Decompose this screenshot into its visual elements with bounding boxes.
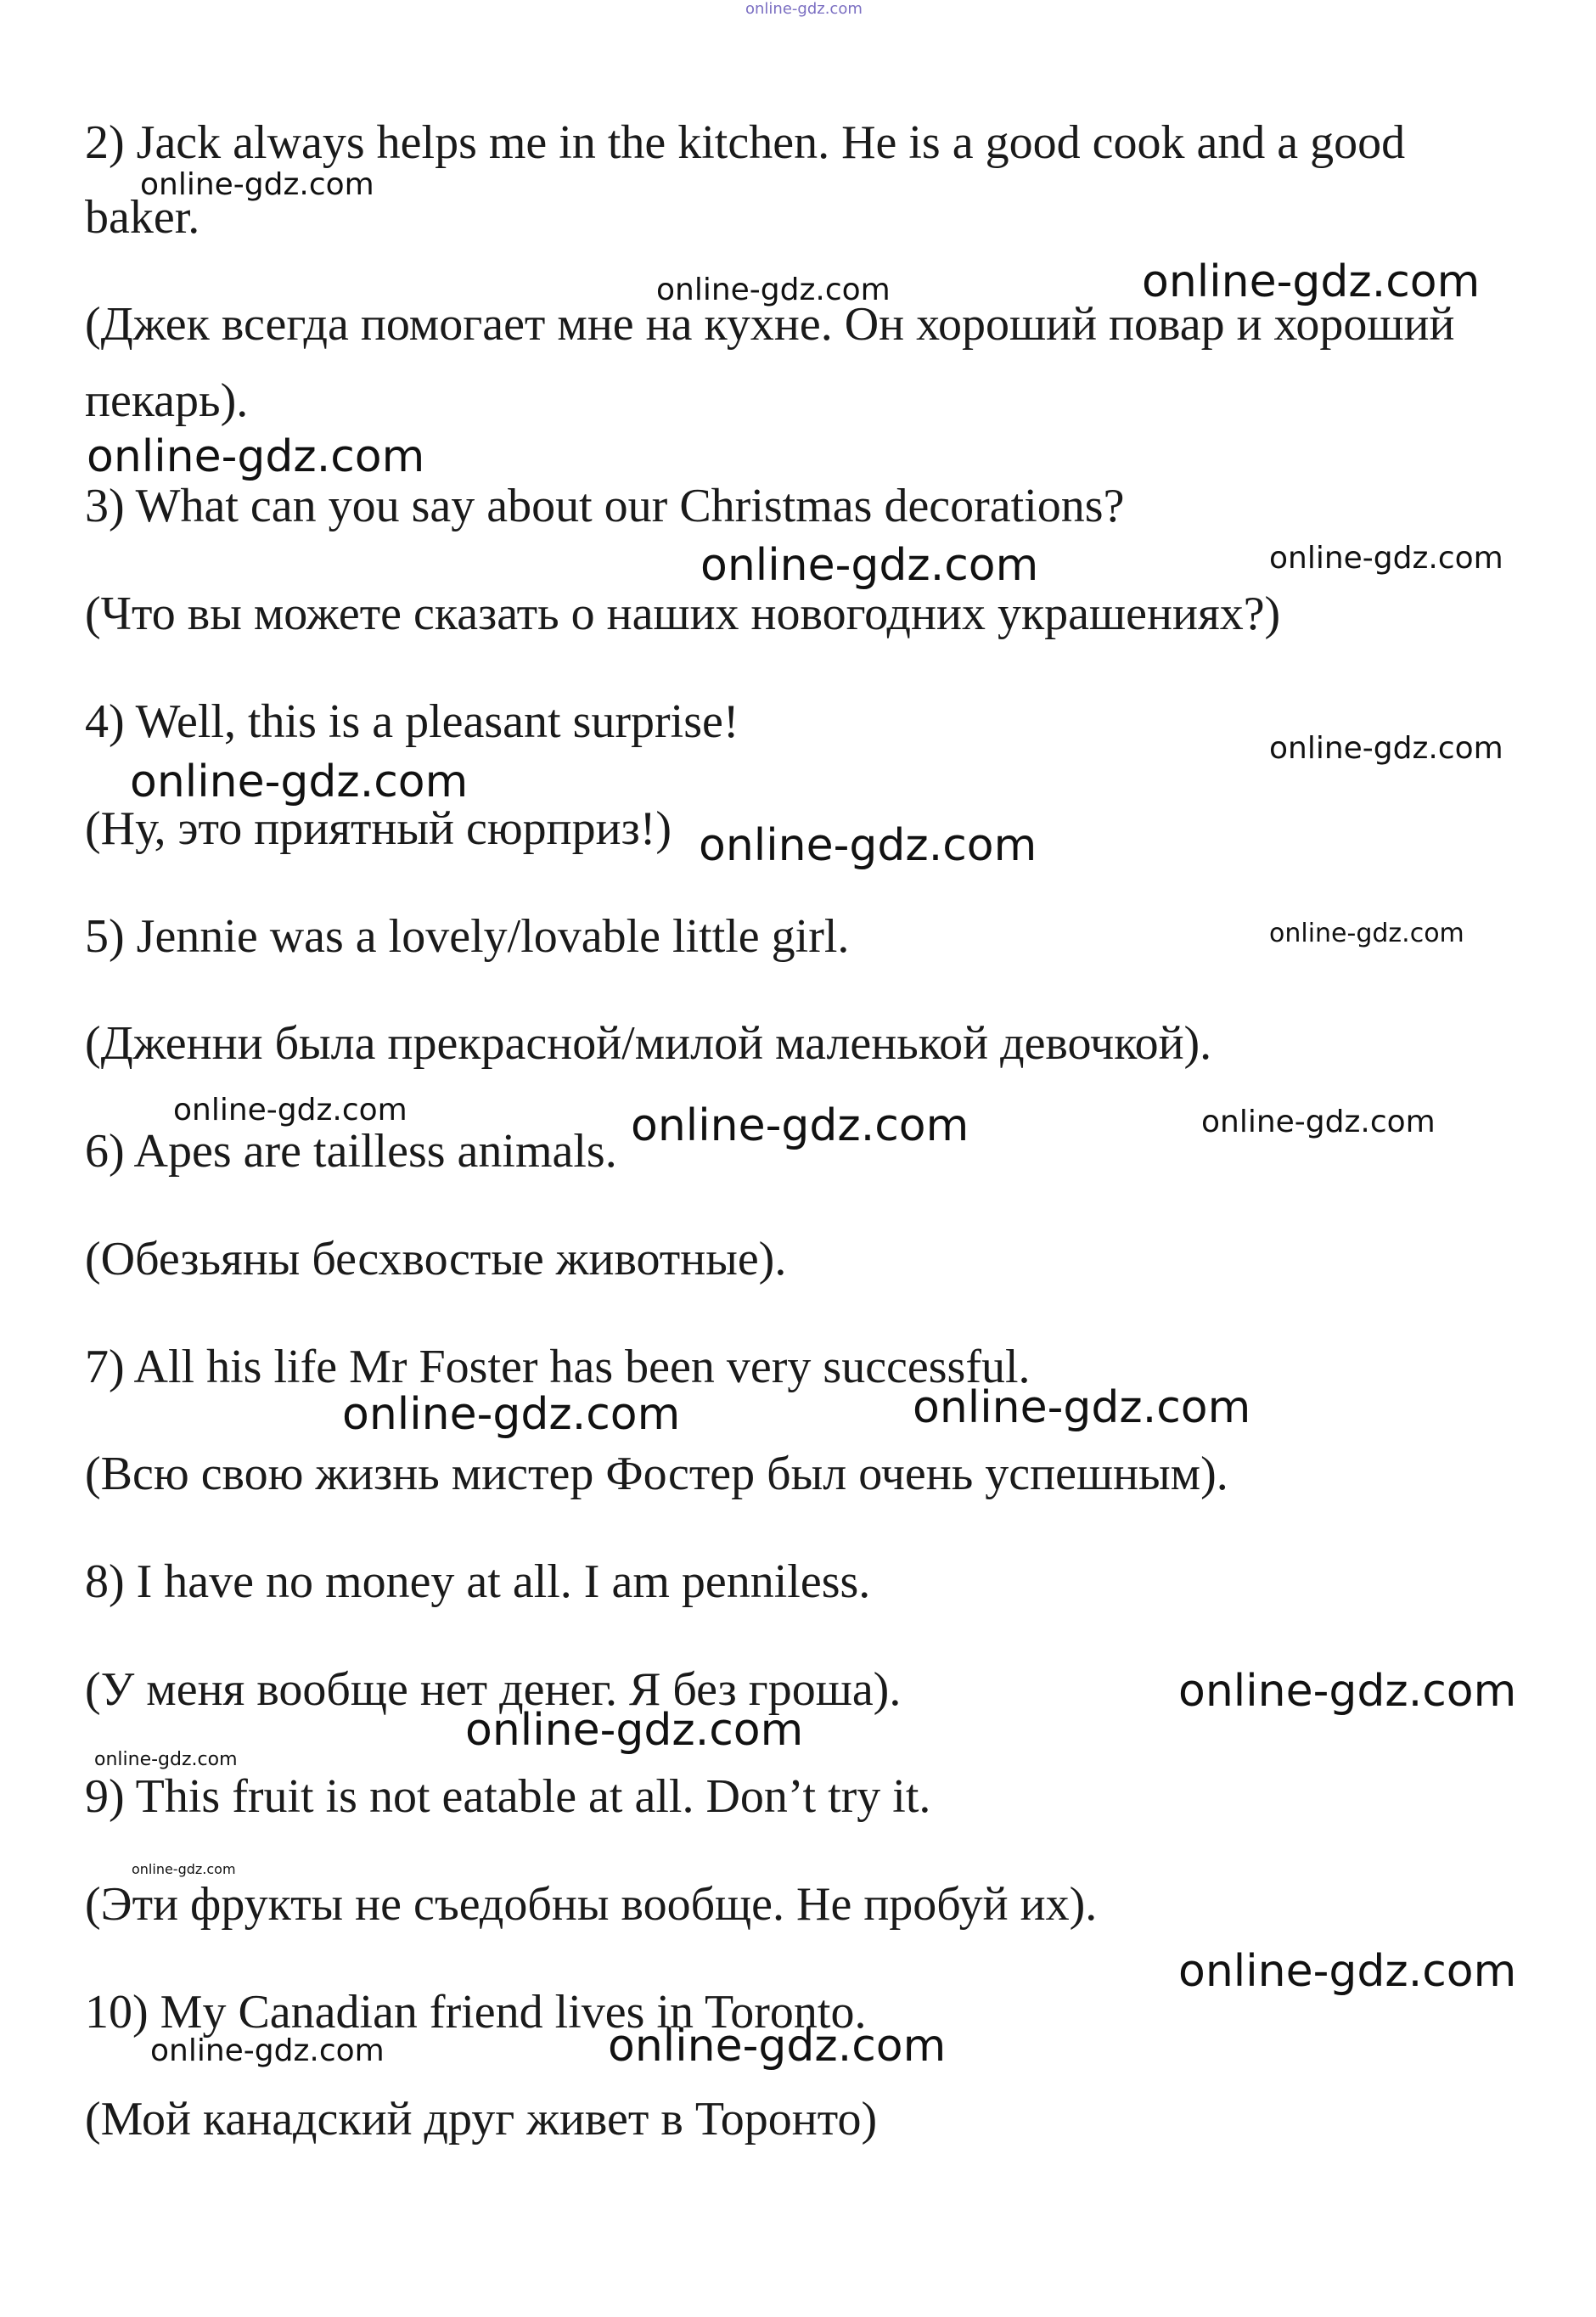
watermark: online-gdz.com (173, 1093, 407, 1128)
watermark: online-gdz.com (87, 431, 425, 482)
watermark: online-gdz.com (913, 1382, 1251, 1433)
sentence-4-russian: (Ну, это приятный сюрприз!) (85, 802, 672, 855)
watermark: online-gdz.com (699, 820, 1037, 871)
sentence-3-russian: (Что вы можете сказать о наших новогодних украшениях?) (85, 588, 1281, 640)
watermark: online-gdz.com (140, 167, 374, 202)
watermark: online-gdz.com (1142, 256, 1481, 307)
watermark: online-gdz.com (656, 273, 891, 307)
watermark: online-gdz.com (1269, 731, 1503, 766)
sentence-10-russian: (Мой канадский друг живет в Торонто) (85, 2093, 878, 2145)
watermark: online-gdz.com (342, 1389, 681, 1440)
sentence-6-russian: (Обезьяны бесхвостые животные). (85, 1233, 787, 1285)
top-watermark: online-gdz.com (745, 0, 863, 18)
watermark: online-gdz.com (132, 1861, 236, 1877)
sentence-7-russian: (Всю свою жизнь мистер Фостер был очень успешным). (85, 1448, 1228, 1500)
sentence-6-english: 6) Apes are tailless animals. (85, 1125, 617, 1178)
sentence-8-english: 8) I have no money at all. I am penniless. (85, 1555, 871, 1608)
sentence-2-english-line2: baker. (85, 191, 200, 244)
sentence-5-russian: (Дженни была прекрасной/милой маленькой девочкой). (85, 1017, 1212, 1070)
sentence-3-english: 3) What can you say about our Christmas decorations? (85, 480, 1125, 532)
watermark: online-gdz.com (1178, 1946, 1517, 1997)
sentence-2-russian-line2: пекарь). (85, 374, 249, 427)
sentence-5-english: 5) Jennie was a lovely/lovable little girl. (85, 910, 850, 963)
watermark: online-gdz.com (1178, 1666, 1517, 1717)
watermark: online-gdz.com (465, 1705, 804, 1756)
sentence-4-english: 4) Well, this is a pleasant surprise! (85, 695, 739, 748)
watermark: online-gdz.com (94, 1749, 238, 1770)
watermark: online-gdz.com (631, 1100, 969, 1151)
sentence-2-russian-line1: (Джек всегда помогает мне на кухне. Он хороший повар и хороший (85, 298, 1455, 351)
watermark: online-gdz.com (1269, 919, 1464, 948)
watermark: online-gdz.com (1201, 1105, 1436, 1139)
sentence-2-english-line1: 2) Jack always helps me in the kitchen. He is a good cook and a good (85, 116, 1406, 169)
sentence-9-russian: (Эти фрукты не съедобны вообще. Не пробуй их). (85, 1878, 1098, 1931)
sentence-10-english: 10) My Canadian friend lives in Toronto. (85, 1986, 867, 2039)
sentence-7-english: 7) All his life Mr Foster has been very successful. (85, 1341, 1031, 1393)
watermark: online-gdz.com (150, 2033, 385, 2068)
watermark: online-gdz.com (700, 540, 1039, 591)
watermark: online-gdz.com (608, 2021, 947, 2072)
sentence-8-russian: (У меня вообще нет денег. Я без гроша). (85, 1663, 902, 1716)
watermark: online-gdz.com (130, 756, 469, 807)
sentence-9-english: 9) This fruit is not eatable at all. Don’t try it. (85, 1770, 931, 1823)
watermark: online-gdz.com (1269, 541, 1503, 576)
